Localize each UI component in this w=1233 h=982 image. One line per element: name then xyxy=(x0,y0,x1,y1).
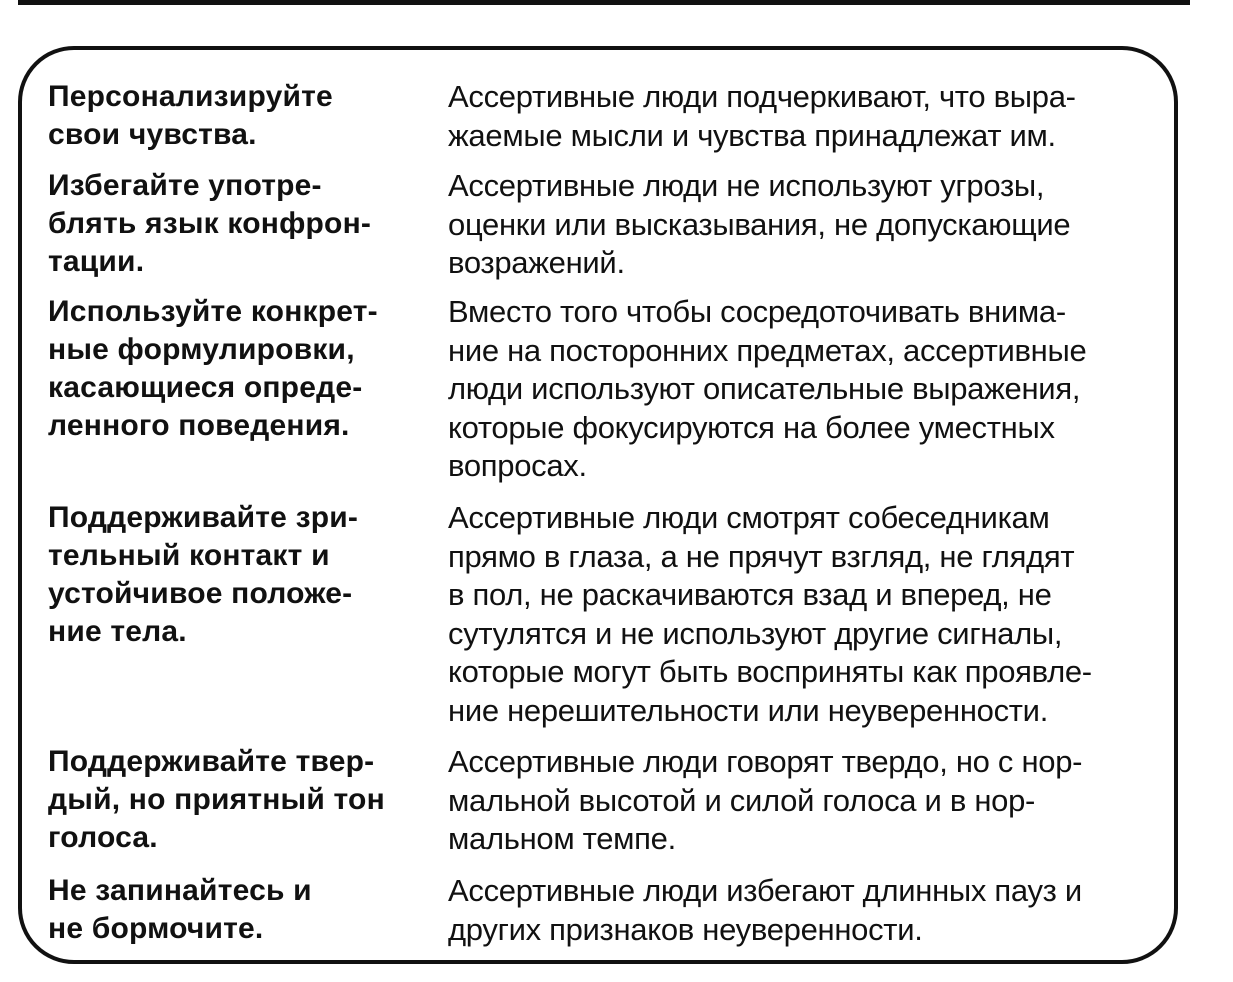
row-term: Поддерживайте зри- тельный контакт и устойчивое положе- ние тела. xyxy=(48,501,359,648)
row-term: Персонализируйте свои чувства. xyxy=(48,80,333,151)
row-term: Используйте конкрет- ные формулировки, касающиеся опреде- ленного поведения. xyxy=(48,295,378,442)
row-term: Избегайте употре- блять язык конфрон- тации. xyxy=(48,169,372,278)
row-description: Ассертивные люди говорят твердо, но с нор- мальной высотой и силой голоса и в нор- мальном темпе. xyxy=(448,744,1083,856)
rules-table xyxy=(18,46,1178,964)
row-description: Ассертивные люди смотрят собеседникам прямо в глаза, а не прячут взгляд, не глядят в пол, не раскачиваются взад и вперед, не сутулятся и не используют другие сигналы, которые могут быть восприняты как проявле- ние нерешительности или неуверенности. xyxy=(448,500,1092,728)
row-term: Поддерживайте твер- дый, но приятный тон голоса. xyxy=(48,745,385,854)
row-term: Не запинайтесь и не бормочите. xyxy=(48,874,312,945)
row-description: Вместо того чтобы сосредоточивать внима- ние на посторонних предметах, ассертивные люди используют описательные выражения, которые фокусируются на более уместных вопросах. xyxy=(448,294,1087,483)
row-description: Ассертивные люди подчеркивают, что выра- жаемые мысли и чувства принадлежат им. xyxy=(448,79,1076,153)
row-description: Ассертивные люди избегают длинных пауз и других признаков неуверенности. xyxy=(448,873,1082,947)
top-rule xyxy=(18,0,1190,5)
row-description: Ассертивные люди не используют угрозы, оценки или высказывания, не допускающие возражений. xyxy=(448,168,1071,280)
